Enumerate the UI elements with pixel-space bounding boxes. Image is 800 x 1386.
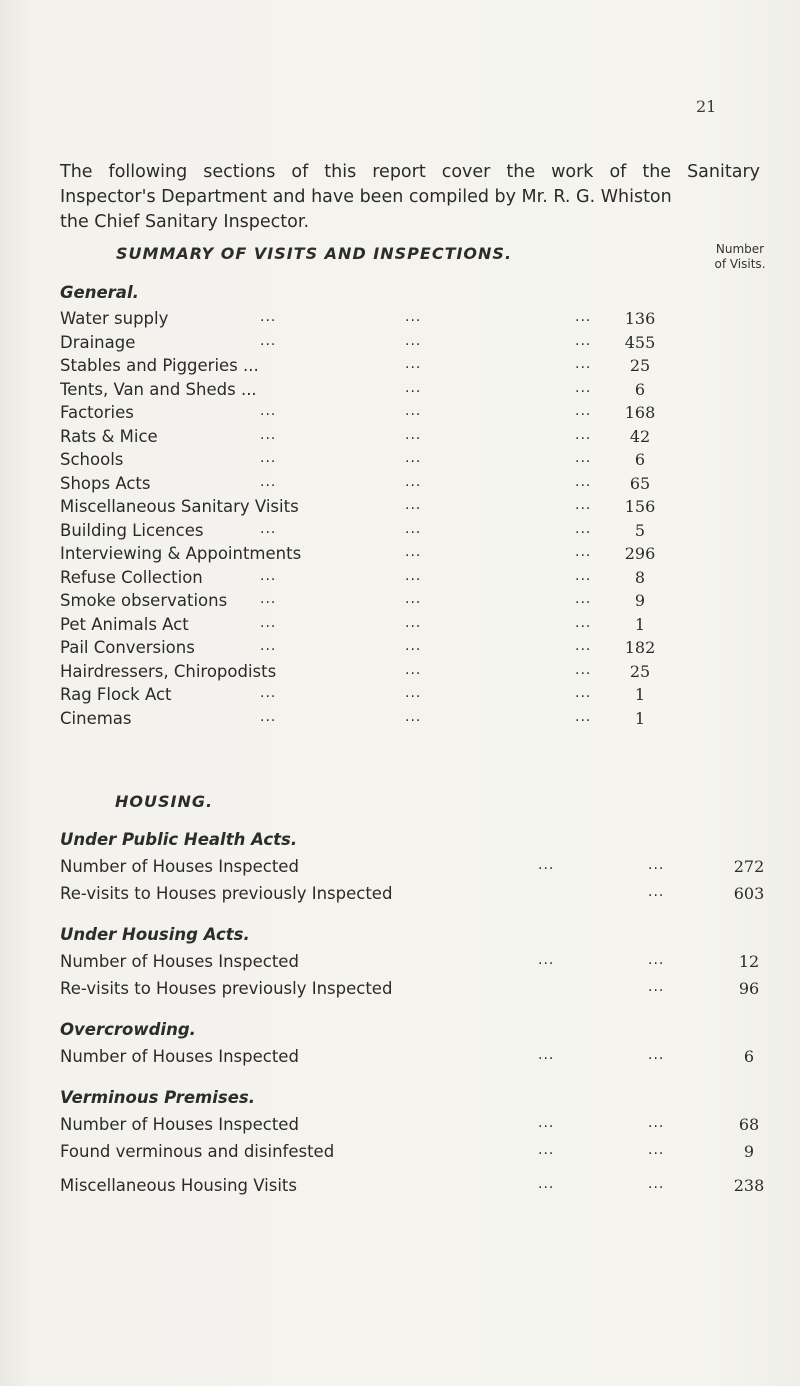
visit-count: 603 [733,884,765,903]
visit-count: 68 [738,1115,760,1134]
item-label: Refuse Collection [60,567,203,587]
list-item: Factories ... ... ... 168 [60,403,780,425]
list-item: Number of Houses Inspected ... ... 12 [60,952,780,974]
public-health-heading: Under Public Health Acts. [60,830,298,849]
list-item: Number of Houses Inspected ... ... 68 [60,1115,780,1137]
visit-count: 1 [634,708,646,728]
visit-count: 6 [634,450,646,469]
item-label: Interviewing & Appointments [60,544,302,563]
visit-count: 9 [743,1142,755,1161]
general-heading: General. [60,283,139,302]
summary-title: SUMMARY OF VISITS AND INSPECTIONS. [116,244,513,263]
item-label: Stables and Piggeries ... [60,356,259,375]
visit-count: 25 [629,356,651,375]
visit-count: 65 [629,473,651,493]
column-header: Number of Visits. [714,242,766,271]
housing-title: HOUSING. [115,792,214,811]
list-item: Tents, Van and Sheds ... ... ... 6 [60,380,780,402]
list-item: Interviewing & Appointments ... ... 296 [60,544,780,566]
item-label: Water supply [60,309,169,328]
item-label: Factories [60,403,134,422]
visit-count: 12 [738,952,760,971]
item-label: Pail Conversions [60,638,195,657]
visit-count: 156 [624,497,656,516]
list-item: Found verminous and disinfested ... ... 9 [60,1142,780,1164]
list-item: Refuse Collection ... ... ... 8 [60,568,780,590]
item-label: Smoke observations [60,591,228,610]
list-item: Rats & Mice ... ... ... 42 [60,427,780,449]
list-item: Building Licences ... ... ... 5 [60,521,780,543]
item-label: Building Licences [60,520,204,540]
item-label: Rats & Mice [60,426,158,446]
verminous-heading: Verminous Premises. [60,1088,256,1107]
item-label: Cinemas [60,708,132,728]
visit-count: 296 [624,544,656,563]
visit-count: 5 [634,520,646,540]
visit-count: 42 [629,426,651,446]
visit-count: 238 [733,1176,765,1195]
visit-count: 136 [624,309,656,328]
list-item: Miscellaneous Sanitary Visits ... ... 156 [60,497,780,519]
visit-count: 96 [738,979,760,998]
visit-count: 9 [634,591,646,610]
intro-line: the Chief Sanitary Inspector. [60,212,310,232]
list-item: Cinemas ... ... ... 1 [60,709,780,731]
list-item: Schools ... ... ... 6 [60,450,780,472]
visit-count: 6 [634,379,646,399]
list-item: Number of Houses Inspected ... ... 272 [60,857,780,879]
list-item: Re-visits to Houses previously Inspected ... 96 [60,979,780,1001]
visit-count: 455 [624,332,656,352]
item-label: Hairdressers, Chiropodists [60,661,277,681]
intro-paragraph [60,160,760,235]
item-label: Drainage [60,332,136,352]
list-item: Number of Houses Inspected ... ... 6 [60,1047,780,1069]
list-item: Pail Conversions ... ... ... 182 [60,638,780,660]
visit-count: 168 [624,403,656,422]
item-label: Pet Animals Act [60,614,189,634]
list-item: Drainage ... ... ... 455 [60,333,780,355]
visit-count: 272 [733,857,765,876]
list-item: Rag Flock Act ... ... ... 1 [60,685,780,707]
visit-count: 182 [624,638,656,657]
item-label: Miscellaneous Sanitary Visits [60,497,299,516]
list-item: Hairdressers, Chiropodists ... ... 25 [60,662,780,684]
list-item: Stables and Piggeries ... ... ... 25 [60,356,780,378]
list-item: Pet Animals Act ... ... ... 1 [60,615,780,637]
page-number: 21 [696,97,717,116]
list-item: Shops Acts ... ... ... 65 [60,474,780,496]
overcrowding-heading: Overcrowding. [60,1020,196,1039]
list-item: Miscellaneous Housing Visits ... ... 238 [60,1176,780,1198]
intro-line: The following sections of this report cover the work of the Sanitary [60,162,760,182]
item-label: Shops Acts [60,473,151,493]
intro-line: Inspector's Department and have been compiled by Mr. R. G. Whiston [60,187,672,207]
item-label: Tents, Van and Sheds ... [60,379,257,399]
list-item: Re-visits to Houses previously Inspected ... 603 [60,884,780,906]
list-item: Smoke observations ... ... ... 9 [60,591,780,613]
visit-count: 8 [634,567,646,587]
list-item: Water supply ... ... ... 136 [60,309,780,331]
item-label: Rag Flock Act [60,685,172,704]
item-label: Schools [60,450,124,469]
visit-count: 1 [634,685,646,704]
housing-acts-heading: Under Housing Acts. [60,925,250,944]
visit-count: 1 [634,614,646,634]
visit-count: 25 [629,661,651,681]
visit-count: 6 [743,1047,755,1066]
